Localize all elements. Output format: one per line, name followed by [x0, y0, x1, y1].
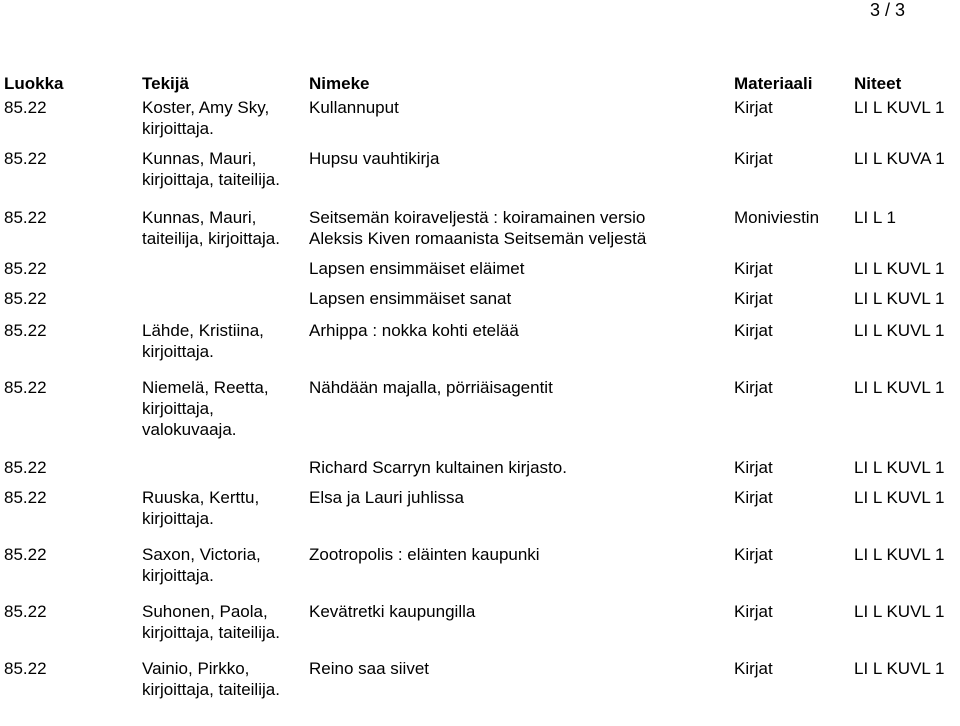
row-material: Kirjat — [734, 378, 773, 397]
row-material: Kirjat — [734, 149, 773, 168]
table-row — [4, 658, 960, 718]
header-materiaali: Materiaali — [734, 74, 813, 93]
row-material: Kirjat — [734, 259, 773, 278]
row-material: Kirjat — [734, 458, 773, 477]
author-line: taiteilija, kirjoittaja. — [142, 229, 280, 248]
row-material: Kirjat — [734, 488, 773, 507]
row-notes: LI L KUVL 1 — [854, 659, 945, 678]
row-title — [309, 288, 734, 320]
title-line: Kullannuput — [309, 98, 399, 117]
table-row — [4, 288, 960, 320]
row-author — [142, 544, 309, 601]
row-author — [142, 377, 309, 457]
row-material: Kirjat — [734, 659, 773, 678]
row-author — [142, 97, 309, 148]
title-line: Elsa ja Lauri juhlissa — [309, 488, 464, 507]
table-row — [4, 544, 960, 601]
row-author — [142, 320, 309, 377]
author-line: kirjoittaja, taiteilija. — [142, 623, 280, 642]
row-notes: LI L KUVL 1 — [854, 378, 945, 397]
author-line: Suhonen, Paola, — [142, 602, 268, 621]
row-material: Kirjat — [734, 545, 773, 564]
header-niteet: Niteet — [854, 74, 902, 93]
row-author — [142, 457, 309, 487]
row-material: Kirjat — [734, 289, 773, 308]
table-header — [4, 73, 960, 97]
row-material: Moniviestin — [734, 208, 820, 227]
author-line: Niemelä, Reetta, — [142, 378, 269, 397]
row-notes: LI L KUVL 1 — [854, 602, 945, 621]
row-title — [309, 207, 734, 258]
row-author — [142, 148, 309, 207]
row-class: 85.22 — [4, 98, 47, 117]
row-notes: LI L KUVL 1 — [854, 545, 945, 564]
author-line: Vainio, Pirkko, — [142, 659, 250, 678]
author-line: kirjoittaja. — [142, 509, 214, 528]
row-notes: LI L KUVL 1 — [854, 259, 945, 278]
row-author — [142, 487, 309, 544]
title-line: Lapsen ensimmäiset sanat — [309, 289, 512, 308]
row-title — [309, 544, 734, 601]
row-author — [142, 288, 309, 320]
table-row — [4, 601, 960, 658]
row-title — [309, 148, 734, 207]
row-title — [309, 97, 734, 148]
row-notes: LI L KUVL 1 — [854, 321, 945, 340]
row-class: 85.22 — [4, 149, 47, 168]
row-title — [309, 258, 734, 288]
row-notes: LI L KUVA 1 — [854, 149, 945, 168]
table-row — [4, 97, 960, 148]
row-author — [142, 601, 309, 658]
row-notes: LI L KUVL 1 — [854, 289, 945, 308]
table-row — [4, 377, 960, 457]
title-line: Reino saa siivet — [309, 659, 430, 678]
header-tekija: Tekijä — [142, 74, 189, 93]
header-luokka: Luokka — [4, 74, 64, 93]
row-class: 85.22 — [4, 208, 47, 227]
title-line: Aleksis Kiven romaanista Seitsemän veljestä — [309, 229, 647, 248]
author-line: Kunnas, Mauri, — [142, 208, 257, 227]
title-line: Richard Scarryn kultainen kirjasto. — [309, 458, 567, 477]
table-row — [4, 487, 960, 544]
author-line: kirjoittaja. — [142, 119, 214, 138]
author-line: kirjoittaja. — [142, 342, 214, 361]
row-title — [309, 658, 734, 718]
row-title — [309, 487, 734, 544]
row-author — [142, 258, 309, 288]
row-class: 85.22 — [4, 458, 47, 477]
title-line: Arhippa : nokka kohti etelää — [309, 321, 519, 340]
row-notes: LI L 1 — [854, 208, 896, 227]
row-notes: LI L KUVL 1 — [854, 488, 945, 507]
row-class: 85.22 — [4, 259, 47, 278]
author-line: Lähde, Kristiina, — [142, 321, 264, 340]
row-class: 85.22 — [4, 659, 47, 678]
author-line: kirjoittaja, taiteilija. — [142, 680, 280, 699]
row-author — [142, 658, 309, 718]
row-author — [142, 207, 309, 258]
table-row — [4, 207, 960, 258]
author-line: Kunnas, Mauri, — [142, 149, 257, 168]
author-line: Koster, Amy Sky, — [142, 98, 270, 117]
title-line: Seitsemän koiraveljestä : koiramainen versio — [309, 208, 646, 227]
title-line: Hupsu vauhtikirja — [309, 149, 440, 168]
row-class: 85.22 — [4, 545, 47, 564]
row-title — [309, 377, 734, 457]
page-number: 3 / 3 — [869, 0, 905, 20]
table-row — [4, 148, 960, 207]
author-line: kirjoittaja, — [142, 399, 214, 418]
row-title — [309, 320, 734, 377]
catalog-table — [4, 73, 960, 718]
row-class: 85.22 — [4, 602, 47, 621]
table-row — [4, 457, 960, 487]
author-line: valokuvaaja. — [142, 420, 237, 439]
row-title — [309, 601, 734, 658]
row-material: Kirjat — [734, 321, 773, 340]
row-class: 85.22 — [4, 321, 47, 340]
title-line: Lapsen ensimmäiset eläimet — [309, 259, 525, 278]
row-notes: LI L KUVL 1 — [854, 458, 945, 477]
title-line: Kevätretki kaupungilla — [309, 602, 476, 621]
row-class: 85.22 — [4, 289, 47, 308]
title-line: Nähdään majalla, pörriäisagentit — [309, 378, 553, 397]
table-row — [4, 258, 960, 288]
author-line: kirjoittaja. — [142, 566, 214, 585]
row-class: 85.22 — [4, 488, 47, 507]
title-line: Zootropolis : eläinten kaupunki — [309, 545, 540, 564]
row-class: 85.22 — [4, 378, 47, 397]
header-nimeke: Nimeke — [309, 74, 370, 93]
table-body — [4, 97, 960, 718]
author-line: Ruuska, Kerttu, — [142, 488, 260, 507]
row-title — [309, 457, 734, 487]
row-material: Kirjat — [734, 602, 773, 621]
author-line: kirjoittaja, taiteilija. — [142, 170, 280, 189]
row-notes: LI L KUVL 1 — [854, 98, 945, 117]
author-line: Saxon, Victoria, — [142, 545, 261, 564]
table-row — [4, 320, 960, 377]
row-material: Kirjat — [734, 98, 773, 117]
